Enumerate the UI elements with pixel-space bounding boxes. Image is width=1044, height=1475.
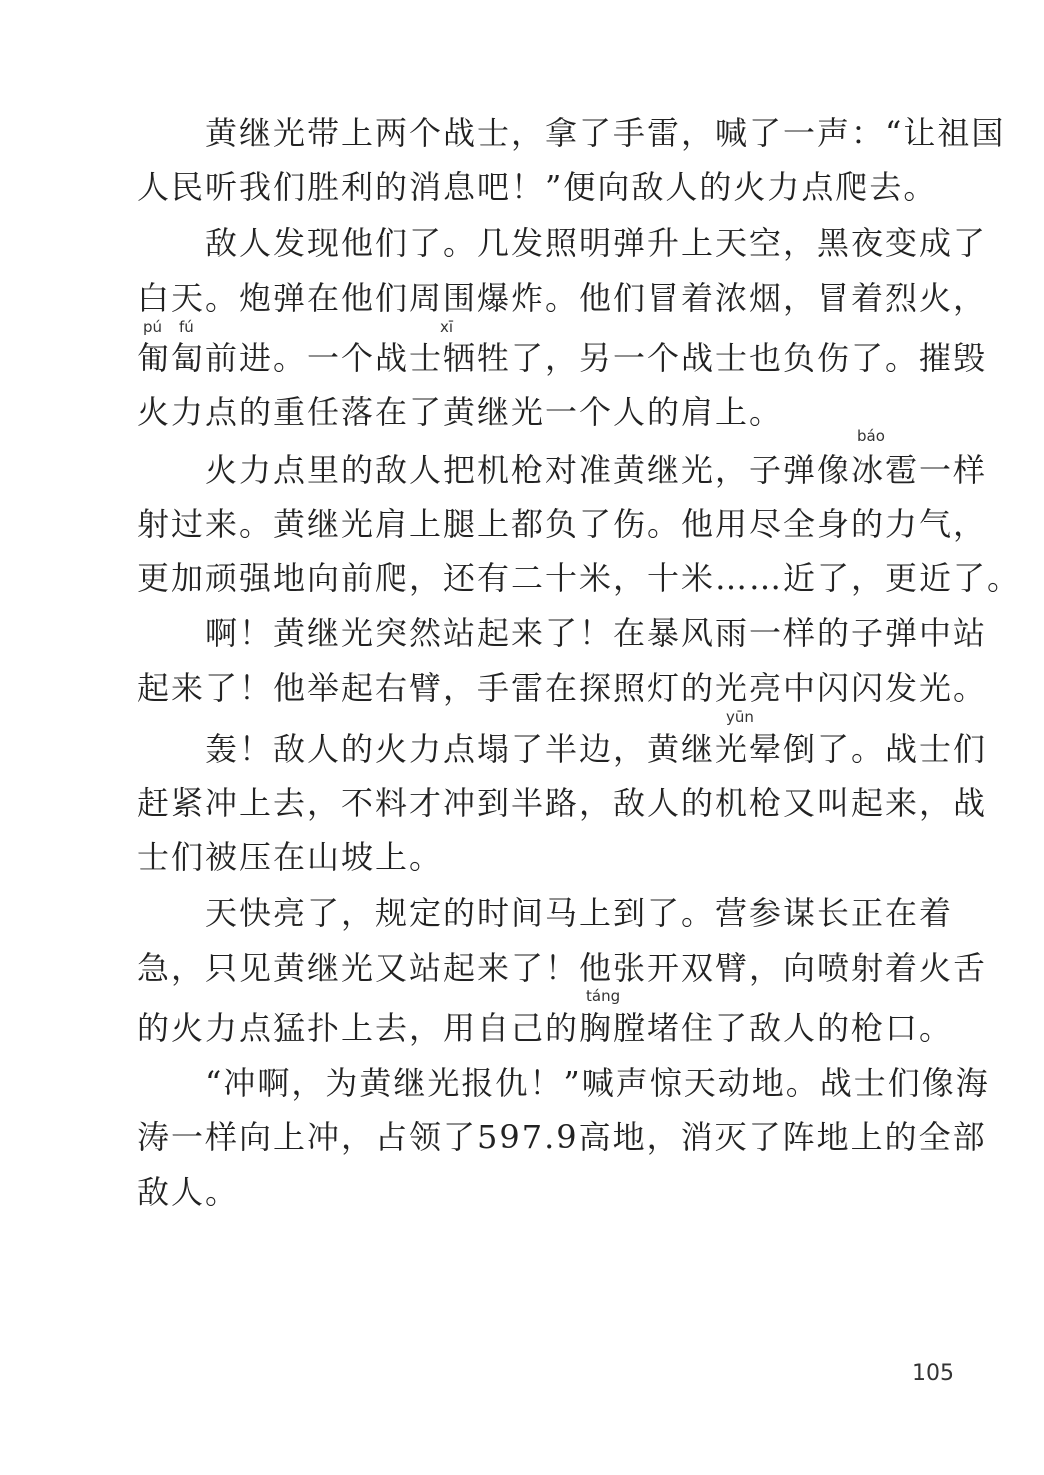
pinyin-annotation: fú [179, 318, 194, 336]
text-line: 火力点里的敌人把机枪对准黄继光，子弹像冰雹一样 [137, 451, 988, 489]
text-line: “冲啊，为黄继光报仇！”喊声惊天动地。战士们像海 [137, 1064, 990, 1102]
text-line: 天快亮了，规定的时间马上到了。营参谋长正在着 [137, 894, 954, 932]
text-line: 敌人。 [137, 1173, 240, 1211]
text-line: 黄继光带上两个战士，拿了手雷，喊了一声：“让祖国 [137, 114, 1006, 152]
text-line: 的火力点猛扑上去，用自己的胸膛堵住了敌人的枪口。 [137, 1009, 954, 1047]
text-line: 火力点的重任落在了黄继光一个人的肩上。 [137, 393, 784, 431]
text-line: 白天。炮弹在他们周围爆炸。他们冒着浓烟，冒着烈火， [137, 279, 988, 317]
text-line: 啊！黄继光突然站起来了！在暴风雨一样的子弹中站 [137, 614, 988, 652]
pinyin-annotation: táng [586, 987, 621, 1005]
text-line: 敌人发现他们了。几发照明弹升上天空，黑夜变成了 [137, 224, 988, 262]
pinyin-annotation: yūn [726, 708, 754, 726]
text-line: 急，只见黄继光又站起来了！他张开双臂，向喷射着火舌 [137, 949, 988, 987]
text-line: 人民听我们胜利的消息吧！”便向敌人的火力点爬去。 [137, 168, 938, 206]
text-line: 匍匐前进。一个战士牺牲了，另一个战士也负伤了。摧毁 [137, 339, 988, 377]
pinyin-annotation: pú [143, 318, 163, 336]
text-line: 赶紧冲上去，不料才冲到半路，敌人的机枪又叫起来，战 [137, 784, 988, 822]
text-line: 射过来。黄继光肩上腿上都负了伤。他用尽全身的力气， [137, 505, 988, 543]
text-line: 涛一样向上冲，占领了597.9高地，消灭了阵地上的全部 [137, 1118, 987, 1156]
text-line: 起来了！他举起右臂，手雷在探照灯的光亮中闪闪发光。 [137, 669, 988, 707]
page-number: 105 [912, 1361, 954, 1386]
pinyin-annotation: xī [440, 318, 454, 336]
pinyin-annotation: báo [857, 427, 885, 445]
text-line: 更加顽强地向前爬，还有二十米，十米……近了，更近了。 [137, 559, 1022, 597]
text-line: 士们被压在山坡上。 [137, 838, 444, 876]
text-line: 轰！敌人的火力点塌了半边，黄继光晕倒了。战士们 [137, 730, 988, 768]
